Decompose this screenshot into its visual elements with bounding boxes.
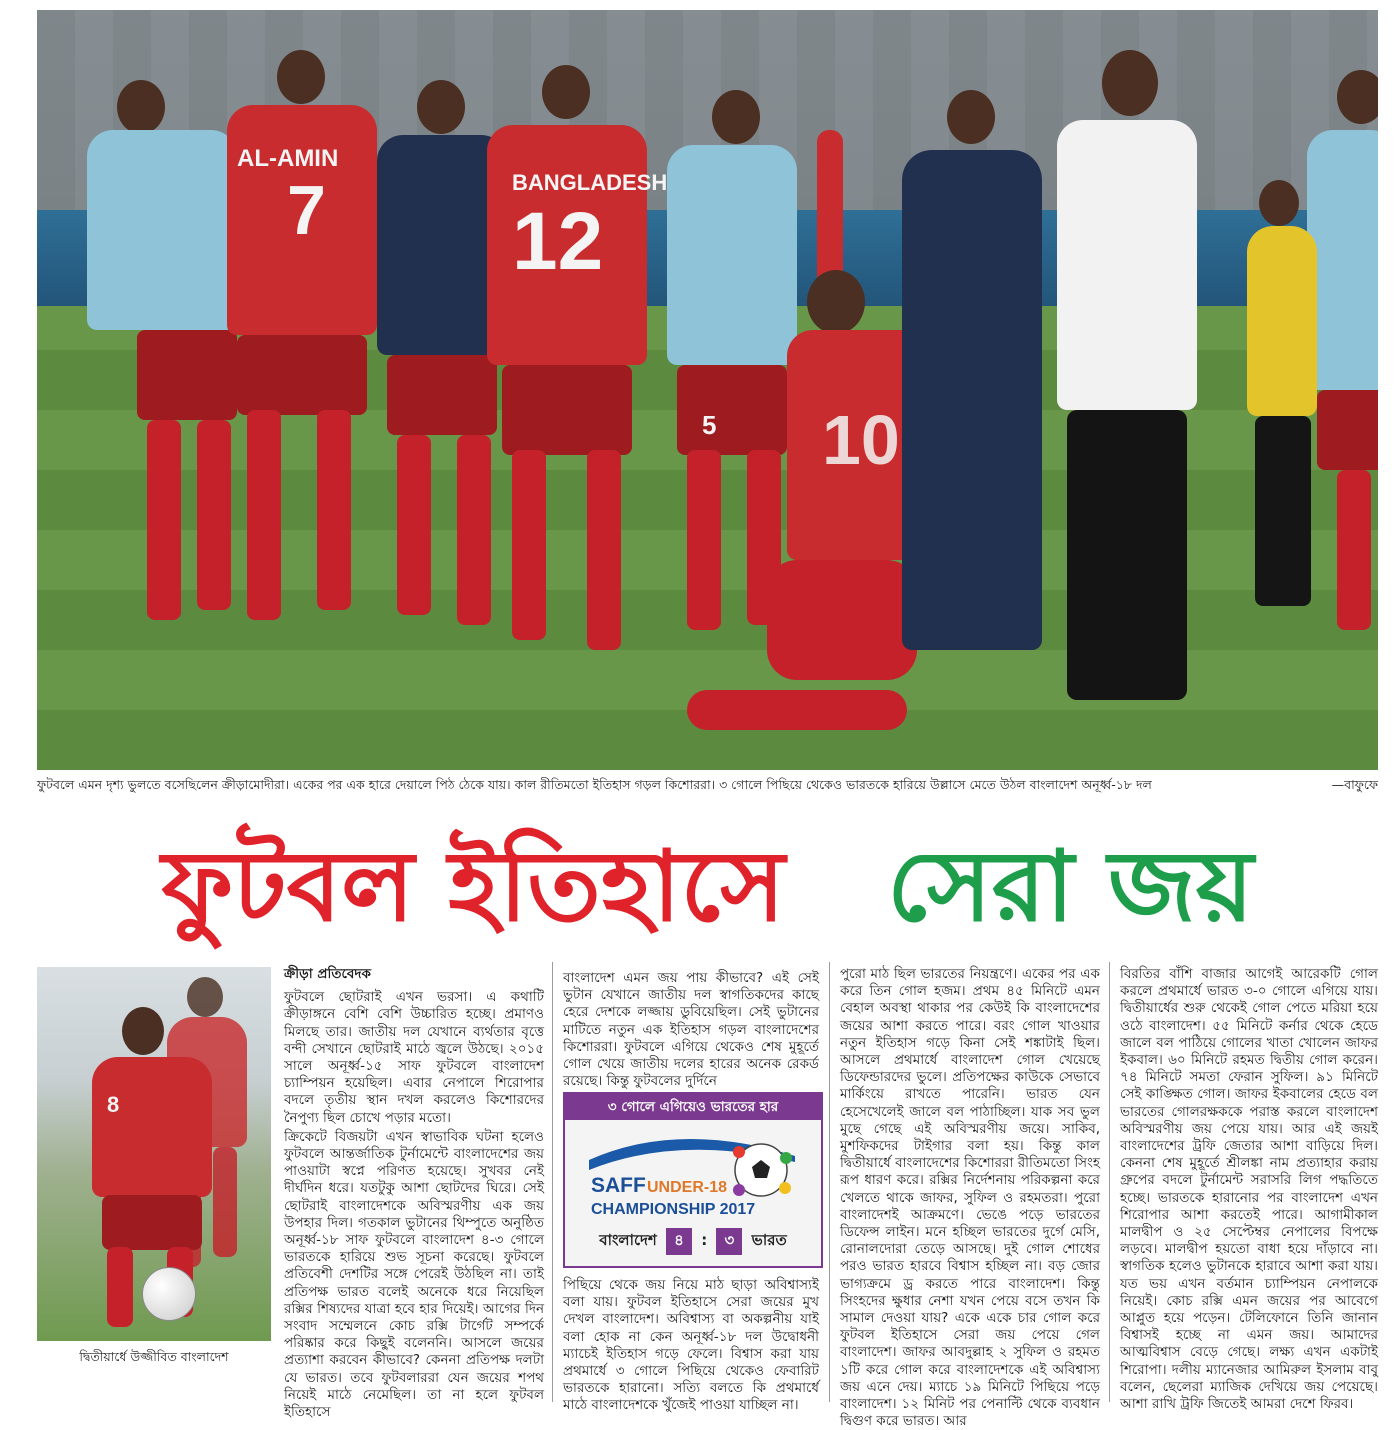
headline-part-red: ফুটবল ইতিহাসে (161, 830, 785, 944)
coach-white-shirt (1027, 50, 1227, 710)
jersey-number-7: 7 (287, 171, 326, 249)
column-rule (1109, 962, 1110, 1402)
headline-part-green: সেরা জয় (887, 830, 1254, 944)
article-column-2-top (563, 970, 819, 1090)
player-right-edge (1307, 70, 1378, 630)
team-india: ভারত (751, 1231, 787, 1249)
side-photo-caption: দ্বিতীয়ার্ধে উজ্জীবিত বাংলাদেশ (79, 1349, 229, 1364)
score-bangladesh: ৪ (666, 1228, 692, 1255)
player-number-12 (467, 65, 668, 645)
side-photo (37, 967, 271, 1341)
article-paragraph: ক্রিকেটে বিজয়টা এখন স্বাভাবিক ঘটনা হলেও ফুটবলে আন্তর্জাতিক টুর্নামেন্টে বাংলাদেশের জয় পাওয়াটা স্বপ্নে পরিণত হয়েছে। সুখবর নেই দীর্ঘদিন ধরে। যতটুকু আশা ছোটদের ঘিরে। সেই ছোটরাই বাংলাদেশকে অবিস্মরণীয় এক জয় উপহার দিল। গতকাল ভুটানের থিম্পুতে অনুষ্ঠিত অনূর্ধ্ব-১৮ সাফ ফুটবলে বাংলাদেশ ৪-৩ গোলে ভারতকে হারিয়ে শুভ সূচনা করেছে। ফুটবলে প্রতিবেশী দেশটির সঙ্গে পেরেই উঠছিল না। তাই প্রতিপক্ষ ভারত বলেই অনেকে ধরে নিয়েছিল রক্সির শিষ্যদের যাত্রা হবে হার দিয়েই। আগের দিন সংবাদ সম্মেলনে কোচ রক্সি টার্গেট সম্পর্কে পরিষ্কার করে কিছুই বলেননি। আসলে জয়ের প্রত্যাশা করবেন কীভাবে? কেননা প্রতিপক্ষ দলটা যে ভারত। তবে ফুটবলাররা যেন জয়ের শপথ নিয়েই মাঠে নেমেছিল। তা না হলে ফুটবল ইতিহাসে (284, 1128, 544, 1421)
saff-championship-logo (589, 1130, 795, 1218)
jersey-number-12: 12 (512, 196, 604, 287)
jersey-team: BANGLADESH (512, 170, 668, 195)
article-paragraph: ফুটবলে ছোটরাই এখন ভরসা। এ কথাটি ক্রীড়াঙ্গনে বেশি বেশি উচ্চারিত হচ্ছে। প্রমাণও মিলছে তার। জাতীয় দল যেখানে ব্যর্থতার বৃত্তে বন্দী সেখানে ছোটরাই মাঠে জ্বলে উঠছে। ২০১৫ সালে অনূর্ধ্ব-১৫ সাফ ফুটবলে বাংলাদেশ চ্যাম্পিয়ন হয়েছিল। এবার নেপালে শিরোপার বদলে তৃতীয় স্থান দখল করলেও কিশোরদের নৈপুণ্য ছিল চোখে পড়ার মতো। (284, 989, 544, 1126)
byline: ক্রীড়া প্রতিবেদক (284, 966, 371, 982)
logo-championship-text: CHAMPIONSHIP 2017 (591, 1201, 756, 1218)
article-paragraph: বিরতির বাঁশি বাজার আগেই আরেকটি গোল করলে প্রথমার্ধে ভারত ৩-০ গোলে এগিয়ে যায়। দ্বিতীয়ার্ধের শুরু থেকেই গোল পেতে মরিয়া হয়ে ওঠে বাংলাদেশ। ৫৫ মিনিটে কর্নার থেকে হেডে জালে বল পাঠিয়ে গোলের খাতা খোলেন জাফর ইকবাল। ৬০ মিনিটে রহমত দ্বিতীয় গোল করেন। ৭৪ মিনিটে সমতা ফেরান সুফিল। ৯১ মিনিটে সেই কাঙ্ক্ষিত গোল। জাফর ইকবালের হেডে বল ভারতের গোলরক্ষককে পরাস্ত করলে বাংলাদেশ অবিস্মরণীয় জয় পেয়ে যায়। আর এই জয়ই বাংলাদেশের ট্রফি জেতার আশা বাড়িয়ে দিল। কেননা শেষ মুহূর্তে শ্রীলঙ্কা নাম প্রত্যাহার করায় গ্রুপের বদলে টুর্নামেন্ট সরাসরি লিগ পদ্ধতিতে হচ্ছে। ভারতকে হারানোর পর বাংলাদেশ এখন শিরোপার আশা করতেই পারে। আগামীকাল মালদ্বীপ ও ২৫ সেপ্টেম্বর নেপালের বিপক্ষে লড়বে। মালদ্বীপ হয়তো বাধা হয়ে দাঁড়াবে না। স্বাগতিক হলেও ভুটানকে হারাবে আশা করা যায়। যত ভয় এখন বর্তমান চ্যাম্পিয়ন নেপালকে নিয়েই। কোচ রক্সি এমন জয়ের পর আবেগে আপ্লুত হয়ে পড়েন। টেলিফোনে তিনি জানান বিশ্বাসই হচ্ছে না এমন জয়। আমাদের আত্মবিশ্বাস বেড়ে গেছে। লক্ষ্য এখন একটাই শিরোপা। দলীয় ম্যানেজার আমিরুল ইসলাম বাবু বলেন, ছেলেরা ম্যাজিক দেখিয়ে জয় পেয়েছে। আশা রাখি ট্রফি জিতেই আমরা দেশে ফিরব। (1120, 966, 1378, 1413)
article-paragraph: পুরো মাঠ ছিল ভারতের নিয়ন্ত্রণে। একের পর এক করে তিন গোল হজম। প্রথম ৪৫ মিনিটে এমন বেহাল অবস্থা থাকার পর কেউই কি বাংলাদেশের জয়ের আশা করতে পারে। বরং গোল খাওয়ার নতুন ইতিহাস গড়ে কিনা সেই শঙ্কাটাই ছিল। আসলে প্রথমার্ধে বাংলাদেশ গোল খেয়েছে ডিফেন্ডারদের ভুলে। প্রতিপক্ষের কাউকে সেভাবে মার্কিংয়ে রাখতে পারেনি। ভারত যেন হেসেখেলেই জালে বল পাঠাচ্ছিল। যাক সব ভুল মুছে গেছে এই অবিস্মরণীয় জয়ে। সাকিব, মুশফিকদের টাইগার বলা হয়। কিন্তু কাল দ্বিতীয়ার্ধে বাংলাদেশের কিশোররা রীতিমতো সিংহ রূপ ধারণ করে। রক্সির নির্দেশনায় পরিকল্পনা করে খেলতে থাকে জাফর, সুফিল ও রহমতরা। পুরো বাংলাদেশই আক্রমণে। ভেঙে পড়ে ভারতের ডিফেন্স লাইন। মনে হচ্ছিল ভারতের দুর্গে মেসি, রোনালদোরা তেড়ে আসছে। দুই গোল শোধের পরও ভারত হারবে বিশ্বাস হচ্ছিল না। বড় জোর ভাগ্যক্রমে ড্র করতে পারে বাংলাদেশ। কিন্তু সিংহদের ক্ষুধার নেশা যখন পেয়ে বসে তখন কি সামাল দেওয়া যায়? একে একে চার গোল করে ফুটবল ইতিহাসে সেরা জয় পেয়ে গেল বাংলাদেশ। জাফর আবদুল্লাহ ২ সুফিল ও রহমত ১টি করে গোল করে বাংলাদেশকে এই অবিশ্বাস্য জয় এনে দেয়। ম্যাচে ১৯ মিনিটে পিছিয়ে পড়ে বাংলাদেশ। ১২ মিনিট পর পেনাল্টি থেকে ব্যবধান দ্বিগুণ করে ভারত। আর (840, 966, 1100, 1430)
article-column-2-bottom (563, 1277, 819, 1415)
article-column-4 (1120, 966, 1378, 1413)
jersey-number-5: 5 (702, 410, 717, 440)
jersey-name: AL-AMIN (237, 145, 339, 172)
column-rule (829, 962, 830, 1402)
logo-under-text: UNDER-18 (647, 1179, 728, 1196)
photo-caption: ফুটবলে এমন দৃশ্য ভুলতে বসেছিলেন ক্রীড়ামোদীরা। একের পর এক হারে দেয়ালে পিঠ ঠেকে যায়। কাল রীতিমতো ইতিহাস গড়ল কিশোররা। ৩ গোলে পিছিয়ে থেকেও ভারতকে হারিয়ে উল্লাসে মেতে উঠল বাংলাদেশ অনূর্ধ্ব-১৮ দল (37, 777, 1152, 792)
logo-saff-text: SAFF (591, 1174, 646, 1197)
scoreline (565, 1228, 821, 1255)
article-paragraph: পিছিয়ে থেকে জয় নিয়ে মাঠ ছাড়া অবিশ্বাস্যই বলা যায়। ফুটবল ইতিহাসে সেরা জয়ের মুখ দেখল বাংলাদেশ। অবিশ্বাস্য বা অকল্পনীয় যাই বলা হোক না কেন অনূর্ধ্ব-১৮ দল উদ্বোধনী ম্যাচেই ইতিহাস গড়ে ফেলে। বিশ্বাস করা যায় প্রথমার্ধে ৩ গোলে পিছিয়ে থেকেও ফেবারিট ভারতকে হারানো। সত্যি বলতে কি প্রথমার্ধে মাঠে বাংলাদেশকে খুঁজেই পাওয়া যাচ্ছিল না। (563, 1277, 819, 1414)
score-india: ৩ (716, 1228, 742, 1255)
article-column-3 (840, 966, 1100, 1430)
scorebox (563, 1092, 823, 1268)
staff-navy (897, 90, 1047, 650)
player-number-7 (207, 50, 387, 620)
hero-photo (37, 10, 1378, 770)
football (142, 1267, 196, 1321)
referee (1247, 180, 1317, 610)
column-rule (552, 962, 553, 1402)
photo-credit: —বাফুফে (1331, 777, 1378, 792)
jersey-number-10: 10 (822, 401, 900, 479)
headline (37, 822, 1378, 952)
article-column-1 (284, 966, 544, 1421)
team-bangladesh: বাংলাদেশ (599, 1231, 657, 1249)
scorebox-title: ৩ গোলে এগিয়েও ভারতের হার (565, 1094, 821, 1120)
side-jersey-number: 8 (107, 1092, 120, 1117)
score-separator: : (701, 1231, 708, 1249)
article-paragraph: বাংলাদেশ এমন জয় পায় কীভাবে? এই সেই ভুটান যেখানে জাতীয় দল স্বাগতিকদের কাছে হেরে দেশকে লজ্জায় ডুবিয়েছিল। সেই ভুটানের মাটিতে নতুন এক ইতিহাস গড়ল বাংলাদেশের কিশোররা। ফুটবলে এগিয়ে থেকেও শেষ মুহূর্তে গোল খেয়ে জাতীয় দলের হারের অনেক রেকর্ড রয়েছে। কিন্তু ফুটবলের দুর্দিনে (563, 970, 819, 1090)
